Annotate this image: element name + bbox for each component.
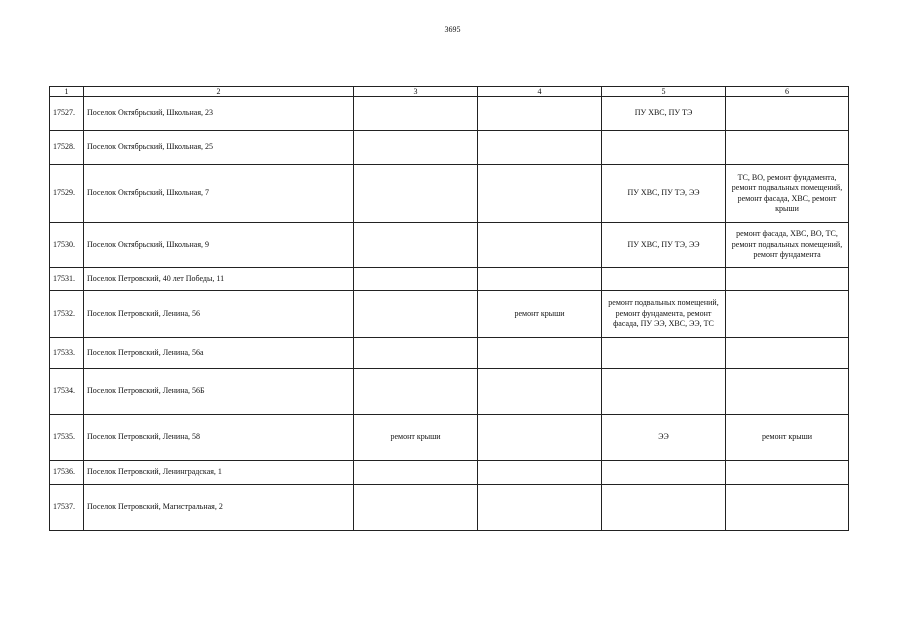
address-cell: Поселок Петровский, Ленина, 56: [84, 291, 354, 338]
table-row: [50, 131, 849, 165]
column-3-cell: ремонт крыши: [354, 415, 478, 461]
table-row: [50, 268, 849, 291]
column-4-cell: [478, 268, 602, 291]
address-cell: Поселок Петровский, Ленина, 58: [84, 415, 354, 461]
column-3-cell: [354, 165, 478, 223]
row-number: 17530.: [50, 223, 84, 268]
column-4-cell: ремонт крыши: [478, 291, 602, 338]
row-number: 17534.: [50, 369, 84, 415]
column-3-cell: [354, 223, 478, 268]
column-6-cell: [726, 268, 849, 291]
table-row: [50, 291, 849, 338]
column-3-cell: [354, 131, 478, 165]
address-cell: Поселок Петровский, Ленина, 56Б: [84, 369, 354, 415]
address-cell: Поселок Петровский, Магистральная, 2: [84, 485, 354, 531]
column-5-cell: ПУ ХВС, ПУ ТЭ, ЭЭ: [602, 165, 726, 223]
row-number: 17532.: [50, 291, 84, 338]
column-5-cell: [602, 131, 726, 165]
column-4-cell: [478, 165, 602, 223]
column-5-cell: [602, 338, 726, 369]
row-number: 17527.: [50, 97, 84, 131]
row-number: 17536.: [50, 461, 84, 485]
row-number: 17531.: [50, 268, 84, 291]
column-3-cell: [354, 485, 478, 531]
column-header-4: 4: [478, 87, 602, 97]
row-number: 17528.: [50, 131, 84, 165]
address-cell: Поселок Октябрьский, Школьная, 9: [84, 223, 354, 268]
table-row: [50, 461, 849, 485]
address-cell: Поселок Петровский, Ленинградская, 1: [84, 461, 354, 485]
table-row: [50, 415, 849, 461]
row-number: 17529.: [50, 165, 84, 223]
column-5-cell: ПУ ХВС, ПУ ТЭ: [602, 97, 726, 131]
column-4-cell: [478, 461, 602, 485]
row-number: 17537.: [50, 485, 84, 531]
column-5-cell: [602, 461, 726, 485]
column-4-cell: [478, 369, 602, 415]
column-6-cell: [726, 131, 849, 165]
column-5-cell: ЭЭ: [602, 415, 726, 461]
column-6-cell: [726, 485, 849, 531]
column-5-cell: [602, 268, 726, 291]
column-header-2: 2: [84, 87, 354, 97]
column-header-6: 6: [726, 87, 849, 97]
column-4-cell: [478, 223, 602, 268]
table-row: [50, 338, 849, 369]
column-6-cell: [726, 369, 849, 415]
row-number: 17535.: [50, 415, 84, 461]
works-table: [49, 86, 849, 531]
column-6-cell: [726, 291, 849, 338]
column-3-cell: [354, 291, 478, 338]
column-4-cell: [478, 415, 602, 461]
address-cell: Поселок Октябрьский, Школьная, 7: [84, 165, 354, 223]
column-6-cell: [726, 461, 849, 485]
column-3-cell: [354, 338, 478, 369]
table-row: [50, 165, 849, 223]
address-cell: Поселок Октябрьский, Школьная, 25: [84, 131, 354, 165]
column-6-cell: ремонт фасада, ХВС, ВО, ТС, ремонт подвальных помещений, ремонт фундамента: [726, 223, 849, 268]
row-number: 17533.: [50, 338, 84, 369]
address-cell: Поселок Петровский, 40 лет Победы, 11: [84, 268, 354, 291]
column-6-cell: [726, 97, 849, 131]
column-4-cell: [478, 97, 602, 131]
column-header-3: 3: [354, 87, 478, 97]
column-5-cell: [602, 369, 726, 415]
column-header-5: 5: [602, 87, 726, 97]
address-cell: Поселок Петровский, Ленина, 56а: [84, 338, 354, 369]
table-row: [50, 369, 849, 415]
column-5-cell: ПУ ХВС, ПУ ТЭ, ЭЭ: [602, 223, 726, 268]
column-4-cell: [478, 338, 602, 369]
table-row: [50, 223, 849, 268]
table-row: [50, 97, 849, 131]
address-cell: Поселок Октябрьский, Школьная, 23: [84, 97, 354, 131]
column-6-cell: [726, 338, 849, 369]
column-3-cell: [354, 461, 478, 485]
header-row: [50, 87, 849, 97]
table-row: [50, 485, 849, 531]
column-5-cell: [602, 485, 726, 531]
column-3-cell: [354, 97, 478, 131]
column-5-cell: ремонт подвальных помещений, ремонт фундамента, ремонт фасада, ПУ ЭЭ, ХВС, ЭЭ, ТС: [602, 291, 726, 338]
page-number: 3695: [444, 25, 461, 34]
column-4-cell: [478, 131, 602, 165]
column-4-cell: [478, 485, 602, 531]
column-6-cell: ТС, ВО, ремонт фундамента, ремонт подвальных помещений, ремонт фасада, ХВС, ремонт крыши: [726, 165, 849, 223]
column-6-cell: ремонт крыши: [726, 415, 849, 461]
column-header-1: 1: [50, 87, 84, 97]
column-3-cell: [354, 268, 478, 291]
column-3-cell: [354, 369, 478, 415]
